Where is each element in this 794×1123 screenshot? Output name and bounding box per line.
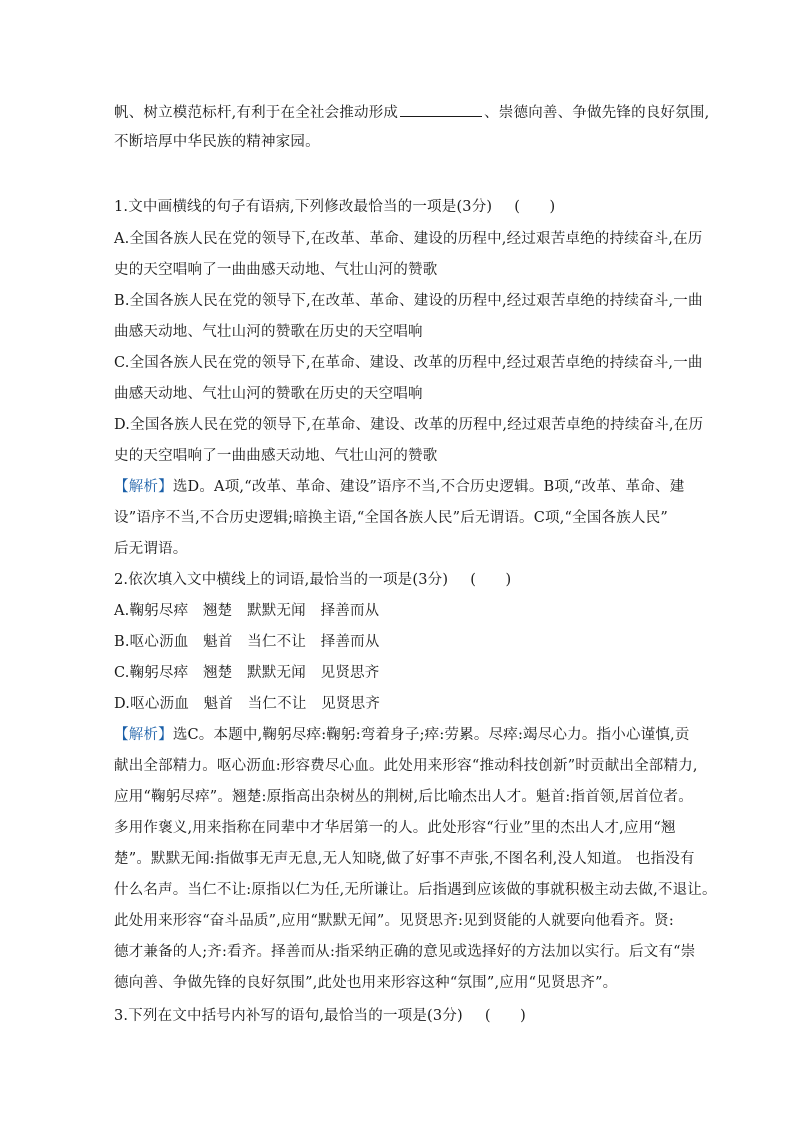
answer-parentheses: ( ) (514, 199, 556, 215)
question-1-stem (114, 197, 555, 217)
analysis-tag: 【解析】 (114, 727, 173, 743)
q2-analysis-line-3: 应用“鞠躬尽瘁”。翘楚:原指高出杂树丛的荆树,后比喻杰出人才。魁首:指首领,居首位者。 (114, 789, 693, 805)
analysis-tag: 【解析】 (114, 479, 173, 495)
q1-analysis-line-3: 后无谓语。 (114, 541, 188, 557)
q2-analysis-line-2: 献出全部精力。呕心沥血:形容费尽心血。此处用来形容“推动科技创新”时贡献出全部精力, (114, 758, 698, 774)
intro-line-1 (114, 102, 709, 123)
q1-option-a-line-1: A.全国各族人民在党的领导下,在改革、革命、建设的历程中,经过艰苦卓绝的持续奋斗,在历 (114, 231, 703, 247)
q2-analysis-line-8: 德才兼备的人;齐:看齐。择善而从:指采纳正确的意见或选择好的方法加以实行。后文有“崇 (114, 944, 696, 960)
question-1-text: 1.文中画横线的句子有语病,下列修改最恰当的一项是(3分) (114, 199, 493, 215)
answer-parentheses: ( ) (484, 1008, 527, 1024)
q2-analysis-line-9: 德向善、争做先锋的良好氛围”,此处也用来形容这种“氛围”,应用“见贤思齐”。 (114, 975, 618, 991)
q1-option-d-line-2: 史的天空唱响了一曲曲感天动地、气壮山河的赞歌 (114, 448, 438, 464)
q1-option-c-line-2: 曲感天动地、气壮山河的赞歌在历史的天空唱响 (114, 386, 423, 402)
q1-analysis-line-2: 设”语序不当,不合历史逻辑;暗换主语,“全国各族人民”后无谓语。C项,“全国各族人民” (114, 510, 668, 526)
q2-option-b: B.呕心沥血 魁首 当仁不让 择善而从 (114, 634, 380, 650)
analysis-text: 选D。A项,“改革、革命、建设”语序不当,不合历史逻辑。B项,“改革、革命、建 (172, 479, 685, 495)
q1-analysis-line-1 (114, 477, 684, 497)
fill-in-blank (400, 102, 482, 117)
question-3-stem (114, 1006, 526, 1026)
intro-text-before-blank: 帆、树立模范标杆,有利于在全社会推动形成 (114, 105, 399, 121)
analysis-text: 选C。本题中,鞠躬尽瘁:鞠躬:弯着身子;瘁:劳累。尽瘁:竭尽心力。指小心谨慎,贡 (172, 727, 690, 743)
q2-option-c: C.鞠躬尽瘁 翘楚 默默无闻 见贤思齐 (114, 665, 380, 681)
question-2-text: 2.依次填入文中横线上的词语,最恰当的一项是(3分) (114, 572, 449, 588)
question-2-stem (114, 570, 511, 590)
q1-option-b-line-1: B.全国各族人民在党的领导下,在改革、革命、建设的历程中,经过艰苦卓绝的持续奋斗,一曲 (114, 293, 703, 309)
q2-option-a: A.鞠躬尽瘁 翘楚 默默无闻 择善而从 (114, 603, 380, 619)
answer-parentheses: ( ) (470, 572, 512, 588)
intro-line-2: 不断培厚中华民族的精神家园。 (114, 134, 320, 150)
q2-analysis-line-4: 多用作褒义,用来指称在同辈中才华居第一的人。此处形容“行业”里的杰出人才,应用“翘 (114, 820, 676, 836)
q2-analysis-line-5: 楚”。默默无闻:指做事无声无息,无人知晓,做了好事不声张,不图名利,没人知道。 也指没有 (114, 851, 695, 867)
question-3-text: 3.下列在文中括号内补写的语句,最恰当的一项是(3分) (114, 1008, 463, 1024)
q2-analysis-line-1 (114, 725, 690, 745)
q1-option-c-line-1: C.全国各族人民在党的领导下,在革命、建设、改革的历程中,经过艰苦卓绝的持续奋斗,一曲 (114, 355, 703, 371)
q1-option-a-line-2: 史的天空唱响了一曲曲感天动地、气壮山河的赞歌 (114, 262, 438, 278)
q1-option-d-line-1: D.全国各族人民在党的领导下,在革命、建设、改革的历程中,经过艰苦卓绝的持续奋斗,在历 (114, 417, 704, 433)
q2-analysis-line-7: 此处用来形容“奋斗品质”,应用“默默无闻”。见贤思齐:见到贤能的人就要向他看齐。贤: (114, 913, 674, 929)
q2-option-d: D.呕心沥血 魁首 当仁不让 见贤思齐 (114, 696, 381, 712)
q1-option-b-line-2: 曲感天动地、气壮山河的赞歌在历史的天空唱响 (114, 324, 423, 340)
intro-text-after-blank: 、崇德向善、争做先锋的良好氛围, (484, 105, 710, 121)
q2-analysis-line-6: 什么名声。当仁不让:原指以仁为任,无所谦让。后指遇到应该做的事就积极主动去做,不退让。 (114, 882, 717, 898)
